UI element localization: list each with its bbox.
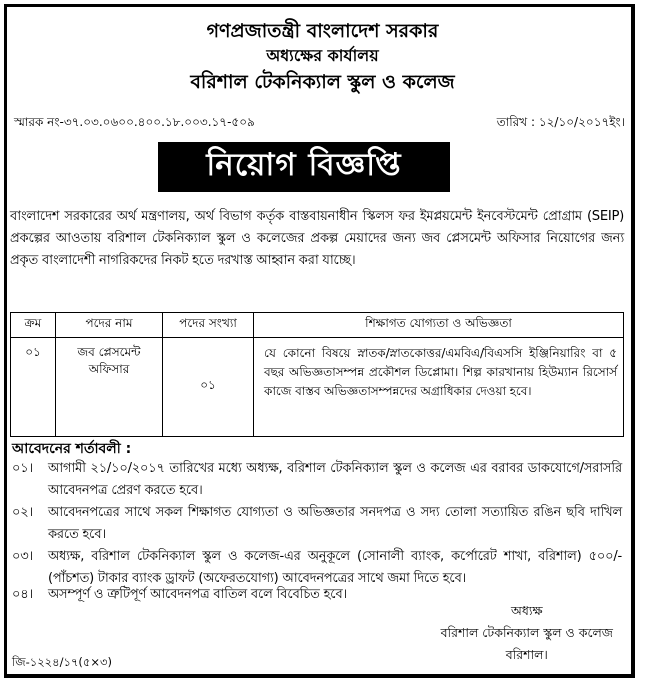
condition-text: অসম্পূর্ণ ও ত্রুটিপূর্ণ আবেদনপত্র বাতিল বলে বিবেচিত হবে।	[48, 587, 347, 602]
vacancy-table	[10, 312, 624, 437]
row-post-count: ০১	[163, 338, 254, 437]
condition-text: আবেদনপত্রের সাথে সকল শিক্ষাগত যোগ্যতা ও অভিজ্ঞতার সনদপত্র ও সদ্য তোলা সত্যায়িত রঙিন ছবি দাখিল করতে হবে।	[48, 505, 622, 542]
col-post-header: পদের নাম	[56, 313, 163, 338]
col-serial-header: ক্রম	[11, 313, 56, 338]
signatory-designation: অধ্যক্ষ	[511, 603, 543, 618]
row-post-name: জব প্লেসমেন্ট অফিসার	[56, 338, 163, 437]
condition-text: অধ্যক্ষ, বরিশাল টেকনিক্যাল স্কুল ও কলেজ-এর অনুকূলে (সোনালী ব্যাংক, কর্পোরেট শাখা, বরিশাল) ৫০০/- (পাঁচশত) টাকার ব্যাংক ড্রাফট (অফেরতযোগ্য) আবেদনপত্রের সাথে জমা দিতে হবে।	[48, 549, 622, 586]
table-header-row	[11, 313, 624, 338]
col-qualification-header: শিক্ষাগত যোগ্যতা ও অভিজ্ঞতা	[254, 313, 624, 338]
signature-block	[441, 600, 613, 666]
memo-number: স্মারক নং-৩৭.০৩.০৬০০.৪০০.১৮.০০৩.১৭-৫০৯	[14, 115, 255, 129]
condition-item	[12, 458, 622, 498]
condition-item	[12, 546, 622, 586]
notice-header	[0, 18, 645, 96]
conditions-heading: আবেদনের শর্তাবলী :	[12, 441, 132, 457]
signatory-location: বরিশাল।	[505, 647, 548, 662]
condition-number: ০৩।	[12, 549, 33, 564]
condition-number: ০৪।	[12, 587, 33, 602]
office-name: অধ্যক্ষের কার্যালয়	[266, 46, 379, 65]
condition-number: ০২।	[12, 505, 33, 520]
condition-text: আগামী ২১/১০/২০১৭ তারিখের মধ্যে অধ্যক্ষ, বরিশাল টেকনিক্যাল স্কুল ও কলেজ এর বরাবর ডাকযোগে/সরাসরি আবেদনপত্র প্রেরণ করতে হবে।	[48, 461, 622, 498]
table-row	[11, 338, 624, 437]
condition-number: ০১।	[12, 461, 33, 476]
notice-title: নিয়োগ বিজ্ঞপ্তি	[158, 142, 450, 192]
intro-paragraph: বাংলাদেশ সরকারের অর্থ মন্ত্রণালয়, অর্থ বিভাগ কর্তৃক বাস্তবায়নাধীন স্কিলস ফর ইমপ্লয়মেন্ট ইনবেস্টমেন্ট প্রোগ্রাম (SEIP) প্রকল্পের আওতায় বরিশাল টেকনিক্যাল স্কুল ও কলেজের প্রকল্প মেয়াদের জন্য জব প্লেসমেন্ট অফিসার নিয়োগের জন্য প্রকৃত বাংলাদেশী নাগরিকদের নিকট হতে দরখাস্ত আহ্বান করা যাচ্ছে।	[10, 209, 624, 268]
footer-code: জি-১২২৪/১৭(৫×৩)	[12, 655, 112, 669]
row-serial: ০১	[11, 338, 56, 437]
condition-item	[12, 502, 622, 542]
government-name: গণপ্রজাতন্ত্রী বাংলাদেশ সরকার	[206, 20, 439, 42]
row-qualification: যে কোনো বিষয়ে স্নাতক/স্নাতকোত্তর/এমবিএ/বিএসসি ইঞ্জিনিয়ারিং বা ৫ বছর অভিজ্ঞতাসম্পন্ন প্রকৌশল ডিপ্লোমা। শিল্প কারখানায় হিউম্যান রিসোর্স কাজে বাস্তব অভিজ্ঞতাসম্পন্নদের অগ্রাধিকার দেওয়া হবে।	[254, 338, 624, 437]
notice-date: তারিখ : ১২/১০/২০১৭ইং।	[496, 115, 625, 129]
institution-name: বরিশাল টেকনিক্যাল স্কুল ও কলেজ	[190, 71, 455, 93]
signatory-institution: বরিশাল টেকনিক্যাল স্কুল ও কলেজ	[440, 625, 613, 640]
col-count-header: পদের সংখ্যা	[163, 313, 254, 338]
